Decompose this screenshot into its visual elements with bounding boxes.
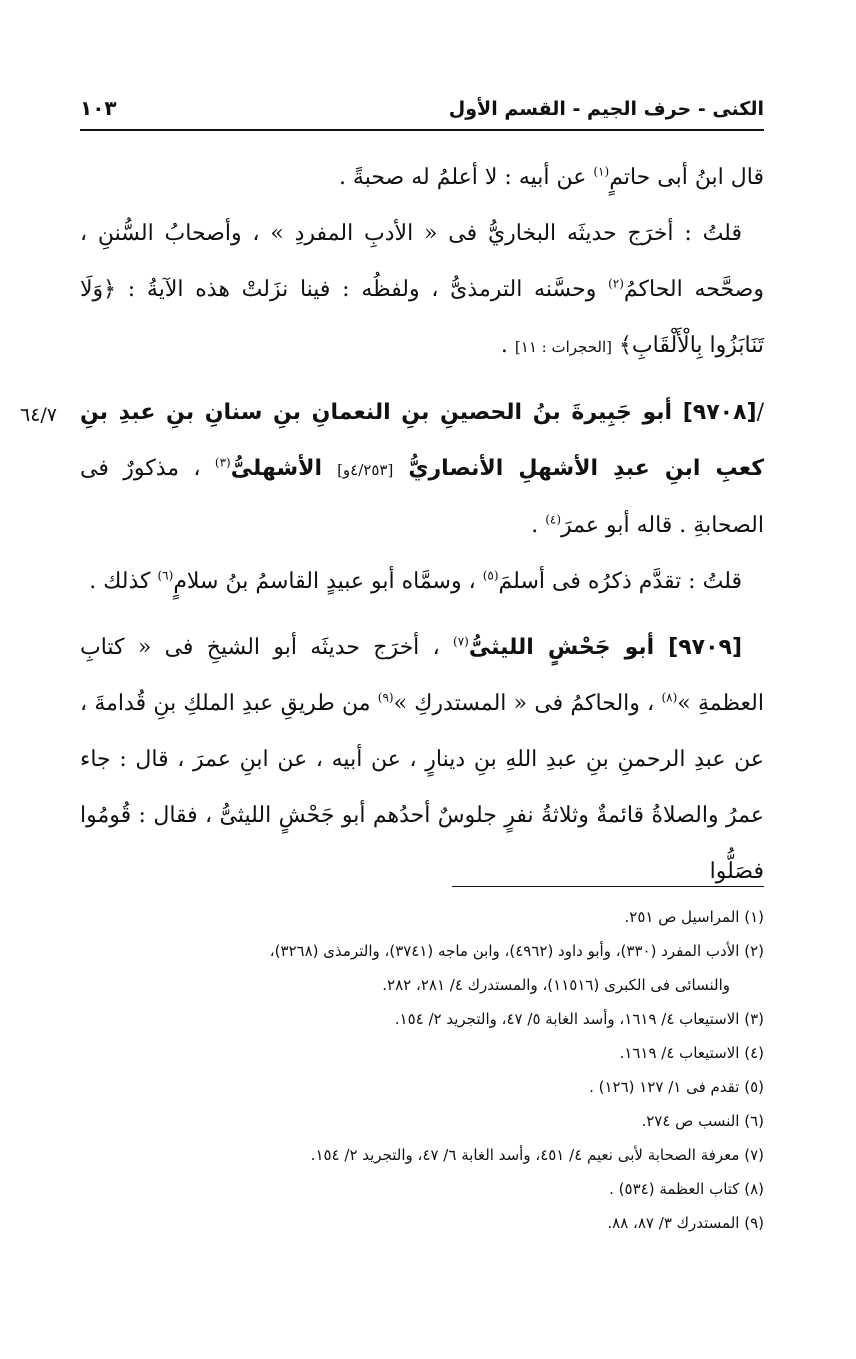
footnote-1: (١) المراسيل ص ٢٥١.: [624, 908, 764, 926]
footnote-4: (٤) الاستيعاب ٤/ ١٦١٩.: [619, 1044, 764, 1062]
paragraph-2: [80, 206, 764, 375]
footnote-ref-6: (٦): [157, 568, 174, 583]
footnote-ref-3: (٣): [214, 455, 231, 470]
paragraph-1: [80, 150, 764, 206]
footnote-ref-4: (٤): [545, 512, 562, 527]
entry-number: [٩٧٠٨]: [682, 400, 757, 425]
footnote-7: (٧) معرفة الصحابة لأبى نعيم ٤/ ٤٥١، وأسد الغابة ٦/ ٤٧، والتجريد ٢/ ١٥٤.: [310, 1146, 764, 1164]
text-run: ، مذكورٌ فى الصحابةِ . قاله أبو عمرَ: [80, 456, 764, 538]
text-run: عن أبيه : لا أعلمُ له صحبةً .: [338, 165, 594, 190]
paragraph-3: [80, 554, 764, 610]
margin-volume-ref: ٦٤/٧: [20, 404, 58, 426]
text-run: قلتُ : أخرَج حديثَه البخاريُّ فى « الأدبِ المفردِ » ، وأصحابُ السُّننِ ، وصحَّحه الحاكمُ: [80, 221, 764, 302]
text-run: .: [531, 513, 546, 538]
entry-9709: [80, 620, 764, 900]
entry-number: [٩٧٠٩]: [668, 635, 742, 660]
page-number: ١٠٣: [80, 96, 117, 120]
text-run: ، وسمَّاه أبو عبيدٍ القاسمُ بنُ سلامٍ: [173, 569, 483, 594]
text-run: كذلك .: [89, 569, 158, 594]
footnotes: [80, 900, 764, 1240]
text-run: ، والحاكمُ فى « المستدركِ »: [393, 691, 662, 716]
footnote-6: (٦) النسب ص ٢٧٤.: [641, 1112, 764, 1130]
text-run: قال ابنُ أبى حاتمٍ: [609, 165, 764, 190]
footnote-separator: [452, 886, 764, 887]
page-break-mark: /: [756, 400, 764, 425]
footnote-ref-5: (٥): [482, 568, 499, 583]
footnote-2-continued: والنسائى فى الكبرى (١١٥١٦)، والمستدرك ٤/ ٢٨١، ٢٨٢.: [382, 976, 730, 994]
entry-nisba: الأشهلىُّ: [230, 456, 338, 481]
header-rule: [80, 129, 764, 131]
quran-reference: [الحجرات : ١١]: [514, 338, 613, 356]
footnote-ref-2: (٢): [608, 276, 624, 291]
main-text: [80, 150, 764, 900]
footnote-ref-1: (١): [593, 164, 610, 179]
footnote-9: (٩) المستدرك ٣/ ٨٧، ٨٨.: [607, 1214, 764, 1232]
entry-name: أبو جَبِيرةَ بنُ الحصينِ بنِ النعمانِ بنِ سنانِ بنِ عبدِ بنِ كعبِ ابنِ عبدِ الأشهلِ الأنصاريُّ: [80, 400, 764, 481]
text-run: ، أخرَج حديثَه أبو الشيخِ فى « كتابِ العظمةِ »: [80, 635, 764, 716]
running-title: الكنى - حرف الجيم - القسم الأول: [448, 98, 764, 120]
text-run: قلتُ : تقدَّم ذكرُه فى أسلمَ: [498, 569, 742, 594]
footnote-ref-8: (٨): [661, 690, 678, 705]
text-run: من طريقِ عبدِ الملكِ بنِ قُدامةَ ، عن عبدِ الرحمنِ بنِ عبدِ اللهِ بنِ دينارٍ ، عن أبيه ، عن ابنِ عمرَ ، قال : جاء عمرُ والصلاةُ قائمةٌ وثلاثةُ نفرٍ جلوسٌ أحدُهم أبو جَحْشٍ الليثىُّ ، فقال : قُومُوا فصَلُّوا: [80, 691, 764, 884]
page-header: [80, 84, 764, 120]
footnote-3: (٣) الاستيعاب ٤/ ١٦١٩، وأسد الغابة ٥/ ٤٧، والتجريد ٢/ ١٥٤.: [394, 1010, 764, 1028]
text-run: وحسَّنه الترمذىُّ ، ولفظُه : فينا نزَلتْ هذه الآيةُ : ﴿وَلَا تَنَابَزُوا بِالْأَلْقَابِ﴾: [80, 277, 764, 358]
entry-name: أبو جَحْشٍ الليثىُّ: [468, 635, 669, 660]
footnote-5: (٥) تقدم فى ١/ ١٢٧ (١٢٦) .: [589, 1078, 764, 1096]
text-run: .: [500, 333, 515, 358]
footnote-2: (٢) الأدب المفرد (٣٣٠)، وأبو داود (٤٩٦٢)، وابن ماجه (٣٧٤١)، والترمذى (٣٢٦٨)،: [269, 942, 764, 960]
entry-9708: [80, 385, 764, 554]
footnote-8: (٨) كتاب العظمة (٥٣٤) .: [609, 1180, 764, 1198]
manuscript-ref: [٤/٢٥٣و]: [337, 461, 394, 479]
footnote-ref-7: (٧): [453, 634, 469, 649]
footnote-ref-9: (٩): [377, 690, 394, 705]
